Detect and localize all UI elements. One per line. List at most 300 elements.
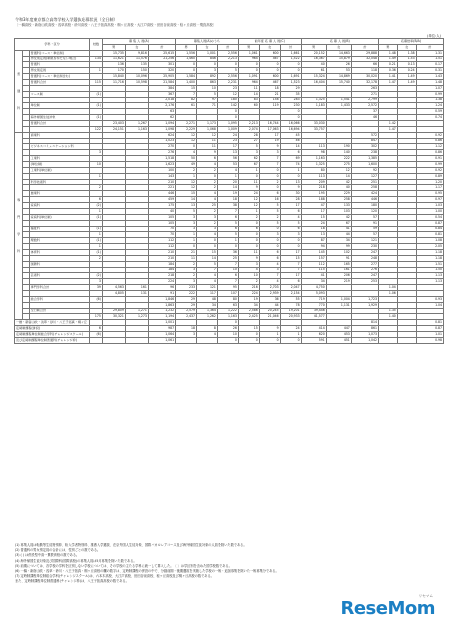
school-count: 122: [90, 126, 103, 132]
value-cell: 0: [217, 244, 238, 250]
value-cell: 29,888: [351, 50, 378, 56]
value-cell: 1,004: [326, 296, 351, 302]
value-cell: 19,201: [280, 308, 301, 314]
value-cell: 1,433: [326, 103, 351, 109]
value-cell: 16,744: [259, 121, 280, 127]
value-cell: 25,905: [148, 74, 175, 80]
value-cell: 2,229: [176, 126, 197, 132]
value-cell: 1,001: [196, 50, 217, 56]
value-cell: 41,577: [301, 314, 326, 320]
value-cell: 20: [217, 179, 238, 185]
value-cell: 53: [217, 162, 238, 168]
value-cell: 11: [196, 138, 217, 144]
value-cell: 7: [217, 261, 238, 267]
value-cell: 0: [238, 337, 259, 343]
value-cell: 11: [238, 179, 259, 185]
value-cell: 143: [148, 173, 175, 179]
value-cell: 16,404: [301, 80, 326, 86]
value-cell: 30: [280, 191, 301, 197]
value-cell: 0: [280, 337, 301, 343]
header-male: 男: [176, 44, 197, 50]
value-cell: 30,321: [102, 314, 125, 320]
value-cell: 2: [259, 214, 280, 220]
value-cell: 46: [280, 138, 301, 144]
value-cell: 16,367: [301, 56, 326, 62]
value-cell: 21,584: [148, 80, 175, 86]
value-cell: 9: [280, 185, 301, 191]
value-cell: 0.93: [416, 296, 443, 302]
value-cell: 0.84: [416, 226, 443, 232]
school-count: 10: [90, 162, 103, 168]
value-cell: 2,556: [217, 50, 238, 56]
school-count: 39: [90, 285, 103, 291]
value-cell: 32,048: [351, 56, 378, 62]
header-female: 女: [196, 44, 217, 50]
value-cell: 13: [176, 203, 197, 209]
value-cell: 142: [217, 103, 238, 109]
value-cell: 34: [238, 302, 259, 308]
value-cell: 16,694: [280, 126, 301, 132]
value-cell: 1.51: [416, 56, 443, 62]
value-cell: 4: [217, 167, 238, 173]
value-cell: 251: [351, 179, 378, 185]
value-cell: 12: [176, 138, 197, 144]
value-cell: 0.99: [416, 162, 443, 168]
value-cell: 0: [196, 238, 217, 244]
value-cell: 1,584: [176, 74, 197, 80]
value-cell: 0.87: [416, 220, 443, 226]
value-cell: 67: [326, 220, 351, 226]
school-count: (2): [90, 203, 103, 209]
value-cell: 216: [238, 285, 259, 291]
header-total: 計: [148, 44, 175, 50]
category-char: 科: [17, 105, 21, 110]
value-cell: 1.18: [416, 249, 443, 255]
value-cell: 2,271: [176, 121, 197, 127]
value-cell: 34: [196, 302, 217, 308]
row-label: ビジネスコミュニケーション科: [29, 144, 90, 150]
value-cell: 15,740: [326, 80, 351, 86]
value-cell: 7: [280, 261, 301, 267]
value-cell: 247: [351, 273, 378, 279]
header-prev: 前年度 応 募 人 員(C): [238, 39, 301, 45]
value-cell: 3: [176, 214, 197, 220]
header-total: 計: [280, 44, 301, 50]
value-cell: 10: [217, 267, 238, 273]
value-cell: 1.40: [378, 314, 397, 320]
row-label: 一橋・新宿山吹・浅草・砂川・八王子拓真・桐ヶ丘: [15, 320, 90, 326]
value-cell: 15,324: [301, 74, 326, 80]
value-cell: 103: [326, 208, 351, 214]
value-cell: 263: [351, 85, 378, 91]
value-cell: 36: [259, 296, 280, 302]
value-cell: 2: [176, 261, 197, 267]
value-cell: 1.17: [416, 185, 443, 191]
value-cell: 1.07: [416, 85, 443, 91]
value-cell: 113: [301, 144, 326, 150]
unit-label: (単位:人): [427, 34, 441, 38]
value-cell: 133: [326, 203, 351, 209]
value-cell: 180: [217, 97, 238, 103]
value-cell: 190: [326, 144, 351, 150]
value-cell: 0.91: [416, 156, 443, 162]
value-cell: 14,663: [326, 50, 351, 56]
value-cell: 23: [217, 85, 238, 91]
value-cell: 0: [217, 320, 238, 326]
value-cell: 384: [148, 85, 175, 91]
value-cell: 17,063: [259, 126, 280, 132]
value-cell: 41: [326, 226, 351, 232]
value-cell: 1,723: [351, 296, 378, 302]
value-cell: 10,598: [125, 80, 148, 86]
value-cell: 4: [196, 232, 217, 238]
value-cell: 1,460: [176, 56, 197, 62]
category-cell: [15, 132, 23, 320]
value-cell: 0: [217, 109, 238, 115]
value-cell: 1.47: [378, 126, 397, 132]
value-cell: 91: [326, 255, 351, 261]
value-cell: 10,096: [125, 74, 148, 80]
school-count: 115: [90, 80, 103, 86]
value-cell: 17: [217, 144, 238, 150]
value-cell: 6: [259, 249, 280, 255]
value-cell: 770: [301, 302, 326, 308]
header-applicants: 応 募 人 員(B): [301, 39, 378, 45]
value-cell: 12: [217, 91, 238, 97]
school-count: 1: [90, 173, 103, 179]
value-cell: 21,256: [148, 56, 175, 62]
value-cell: 29: [176, 302, 197, 308]
value-cell: 229: [326, 191, 351, 197]
value-cell: 14: [280, 144, 301, 150]
value-cell: 2: [259, 179, 280, 185]
value-cell: 1.43: [416, 74, 443, 80]
value-cell: 4: [238, 267, 259, 273]
value-cell: 1,163: [217, 314, 238, 320]
value-cell: 0.24: [397, 68, 416, 74]
value-cell: 863: [196, 80, 217, 86]
value-cell: 80: [301, 167, 326, 173]
value-cell: 112: [301, 261, 326, 267]
value-cell: 10: [238, 273, 259, 279]
value-cell: 165: [326, 261, 351, 267]
value-cell: 18: [301, 226, 326, 232]
value-cell: 67: [238, 162, 259, 168]
value-cell: 3: [259, 232, 280, 238]
value-cell: 2,213: [238, 121, 259, 127]
value-cell: 414: [301, 326, 326, 332]
value-cell: 4,750: [301, 285, 326, 291]
value-cell: 2,176: [148, 103, 175, 109]
value-cell: 53: [326, 68, 351, 74]
value-cell: 0: [259, 226, 280, 232]
value-cell: 97: [196, 97, 217, 103]
value-cell: 1,541: [326, 97, 351, 103]
value-cell: 0: [176, 144, 197, 150]
value-cell: 3: [259, 267, 280, 273]
value-cell: 209: [301, 179, 326, 185]
value-cell: 446: [351, 197, 378, 203]
header-recruit-frac: 募集人員(A)のうち: [176, 39, 239, 45]
value-cell: 6: [217, 226, 238, 232]
value-cell: 600: [259, 50, 280, 56]
value-cell: 1,522: [280, 56, 301, 62]
value-cell: 14: [176, 197, 197, 203]
value-cell: 275: [326, 162, 351, 168]
value-cell: 12: [238, 197, 259, 203]
value-cell: 1.41: [378, 74, 397, 80]
value-cell: 320: [148, 68, 175, 74]
value-cell: 15,840: [102, 74, 125, 80]
value-cell: 2,425: [238, 314, 259, 320]
value-cell: 572: [351, 132, 378, 138]
value-cell: 71: [196, 103, 217, 109]
footnote: (5) 前期については、各学校の学科を区別しない学校については、その学校の主たる学科に統一して算入した。〔 〕は学区別を含めた国学校数である。: [15, 563, 232, 568]
value-cell: 115: [301, 267, 326, 273]
value-cell: 0.86: [416, 138, 443, 144]
value-cell: 15,879: [326, 56, 351, 62]
value-cell: 1.51: [416, 261, 443, 267]
row-label: 普通科: [29, 62, 90, 68]
value-cell: 3: [259, 150, 280, 156]
value-cell: 150: [125, 68, 148, 74]
school-count: 2: [90, 255, 103, 261]
value-cell: 447: [326, 326, 351, 332]
value-cell: 1,691: [280, 74, 301, 80]
value-cell: 5: [217, 220, 238, 226]
value-cell: 16,066: [280, 121, 301, 127]
value-cell: 600: [259, 74, 280, 80]
value-cell: 14: [196, 255, 217, 261]
value-cell: 21,046: [259, 314, 280, 320]
value-cell: 6: [196, 156, 217, 162]
value-cell: 1: [217, 238, 238, 244]
value-cell: 1: [280, 331, 301, 337]
value-cell: 42: [326, 179, 351, 185]
value-cell: 4: [196, 279, 217, 285]
value-cell: 0: [280, 238, 301, 244]
value-cell: 40: [148, 208, 175, 214]
value-cell: 1.38: [397, 50, 416, 56]
school-count: 175: [90, 314, 103, 320]
value-cell: 1,094: [148, 121, 175, 127]
value-cell: 7: [217, 279, 238, 285]
statistics-table: [14, 38, 444, 344]
value-cell: 0: [238, 244, 259, 250]
value-cell: 276: [148, 150, 175, 156]
footnote: (4) 海外帰国生徒対象及び国際科(国際高校)の募集人員は5月募集を除いた数である。: [15, 558, 137, 563]
school-count: 3: [90, 150, 103, 156]
value-cell: 1.35: [378, 308, 397, 314]
table-body: [15, 50, 444, 343]
value-cell: 0.86: [416, 150, 443, 156]
row-label: 総合学科: [29, 296, 90, 302]
value-cell: 3: [176, 331, 197, 337]
value-cell: 4: [196, 331, 217, 337]
value-cell: [176, 337, 197, 343]
value-cell: 2,154: [280, 290, 301, 296]
value-cell: 66: [351, 62, 378, 68]
value-cell: 87: [301, 238, 326, 244]
value-cell: 248: [351, 255, 378, 261]
value-cell: 1.04: [378, 285, 397, 291]
header-total: 計: [217, 44, 238, 50]
value-cell: 24: [238, 191, 259, 197]
value-cell: 222: [326, 156, 351, 162]
school-count: 1: [90, 208, 103, 214]
value-cell: 15: [176, 191, 197, 197]
row-label: 海外帰国生徒対象: [29, 115, 90, 121]
value-cell: 0: [259, 337, 280, 343]
value-cell: 25,615: [148, 50, 175, 56]
value-cell: 847: [351, 138, 378, 144]
value-cell: 28: [280, 197, 301, 203]
school-count: [90, 337, 103, 343]
value-cell: 591: [301, 337, 326, 343]
value-cell: 0: [280, 68, 301, 74]
value-cell: 0.31: [416, 68, 443, 74]
value-cell: 1.13: [416, 273, 443, 279]
value-cell: 16: [259, 197, 280, 203]
value-cell: 1,523: [280, 80, 301, 86]
value-cell: 0: [217, 337, 238, 343]
value-cell: 0: [238, 68, 259, 74]
value-cell: 57: [351, 214, 378, 220]
value-cell: 21: [176, 249, 197, 255]
row-label: 科学技術科: [29, 179, 90, 185]
value-cell: 1.01: [416, 331, 443, 337]
value-cell: 10: [217, 331, 238, 337]
value-cell: 861: [351, 326, 378, 332]
value-cell: 1.00: [416, 208, 443, 214]
value-cell: 7: [280, 267, 301, 273]
value-cell: 1: [280, 167, 301, 173]
value-cell: 1,091: [238, 74, 259, 80]
value-cell: 102: [326, 249, 351, 255]
value-cell: 121: [351, 238, 378, 244]
row-label: 体育科: [29, 249, 90, 255]
value-cell: 2,047: [280, 285, 301, 291]
value-cell: 1.18: [416, 255, 443, 261]
value-cell: 1.50: [416, 267, 443, 273]
value-cell: 12: [326, 167, 351, 173]
value-cell: 892: [196, 74, 217, 80]
value-cell: 63: [148, 109, 175, 115]
school-count: 3: [90, 279, 103, 285]
value-cell: 136: [102, 62, 125, 68]
value-cell: 11,716: [102, 80, 125, 86]
value-cell: 112: [148, 238, 175, 244]
value-cell: 17: [301, 208, 326, 214]
value-cell: 6: [280, 279, 301, 285]
value-cell: 107: [217, 290, 238, 296]
row-label: 工業科: [29, 156, 90, 162]
value-cell: 5: [176, 208, 197, 214]
value-cell: 140: [326, 150, 351, 156]
value-cell: 99: [326, 244, 351, 250]
value-cell: 49: [176, 162, 197, 168]
value-cell: 11: [238, 249, 259, 255]
value-cell: 34: [301, 279, 326, 285]
value-cell: 42: [326, 214, 351, 220]
value-cell: 0: [259, 68, 280, 74]
value-cell: 0.59: [416, 109, 443, 115]
value-cell: 74: [280, 162, 301, 168]
value-cell: 29: [280, 85, 301, 91]
value-cell: 175: [148, 203, 175, 209]
value-cell: 1,061: [238, 50, 259, 56]
value-cell: 1,042: [351, 337, 378, 343]
value-cell: 9: [238, 255, 259, 261]
value-cell: 70: [148, 226, 175, 232]
value-cell: 157: [301, 255, 326, 261]
value-cell: 964: [238, 80, 259, 86]
value-cell: 1.38: [416, 97, 443, 103]
value-cell: 367: [148, 91, 175, 97]
value-cell: 82: [176, 97, 197, 103]
value-cell: 6: [259, 191, 280, 197]
value-cell: 1,163: [125, 126, 148, 132]
value-cell: 50: [176, 156, 197, 162]
value-cell: 219: [326, 279, 351, 285]
value-cell: 5: [196, 91, 217, 97]
header-female: 女: [397, 44, 416, 50]
value-cell: 0: [217, 115, 238, 121]
value-cell: 5: [280, 220, 301, 226]
value-cell: 1,325: [301, 97, 326, 103]
value-cell: 94: [301, 244, 326, 250]
value-cell: 33,757: [301, 126, 326, 132]
value-cell: 467: [259, 56, 280, 62]
value-cell: 1.49: [397, 80, 416, 86]
document-subtitle: 〔一橋高校・新宿山吹高校・浅草高校・砂川高校・八王子拓真高校・桐ヶ丘高校・大江戸高校・世田谷泉高校・稔ヶ丘高校・飛鳥高校〕: [15, 23, 217, 27]
value-cell: 4: [196, 162, 217, 168]
value-cell: 1,068: [196, 126, 217, 132]
value-cell: 6: [280, 150, 301, 156]
value-cell: [378, 337, 397, 343]
value-cell: 218: [148, 273, 175, 279]
value-cell: 7: [259, 156, 280, 162]
value-cell: 1.24: [416, 103, 443, 109]
value-cell: 41: [301, 273, 326, 279]
value-cell: 6: [280, 208, 301, 214]
value-cell: 40: [301, 62, 326, 68]
value-cell: 1: [238, 208, 259, 214]
school-count: (1): [90, 91, 103, 97]
value-cell: 12: [176, 185, 197, 191]
value-cell: 161: [326, 267, 351, 273]
value-cell: 0: [238, 220, 259, 226]
value-cell: 2,572: [351, 103, 378, 109]
school-count: (6): [90, 296, 103, 302]
value-cell: 4: [280, 214, 301, 220]
school-count: 2: [90, 185, 103, 191]
value-cell: 36: [217, 249, 238, 255]
value-cell: 1,098: [148, 126, 175, 132]
value-cell: 2,579: [176, 308, 197, 314]
value-cell: 4: [176, 150, 197, 156]
value-cell: 7: [217, 208, 238, 214]
row-label: 普通科(コース・単位制含む): [29, 74, 90, 80]
row-label: 家庭科(単位制): [29, 214, 90, 220]
value-cell: 12: [176, 132, 197, 138]
value-cell: 1.49: [397, 74, 416, 80]
value-cell: 987: [148, 326, 175, 332]
value-cell: 1.06: [378, 290, 397, 296]
value-cell: 1,267: [125, 121, 148, 127]
value-cell: 0: [259, 238, 280, 244]
value-cell: 12: [176, 179, 197, 185]
